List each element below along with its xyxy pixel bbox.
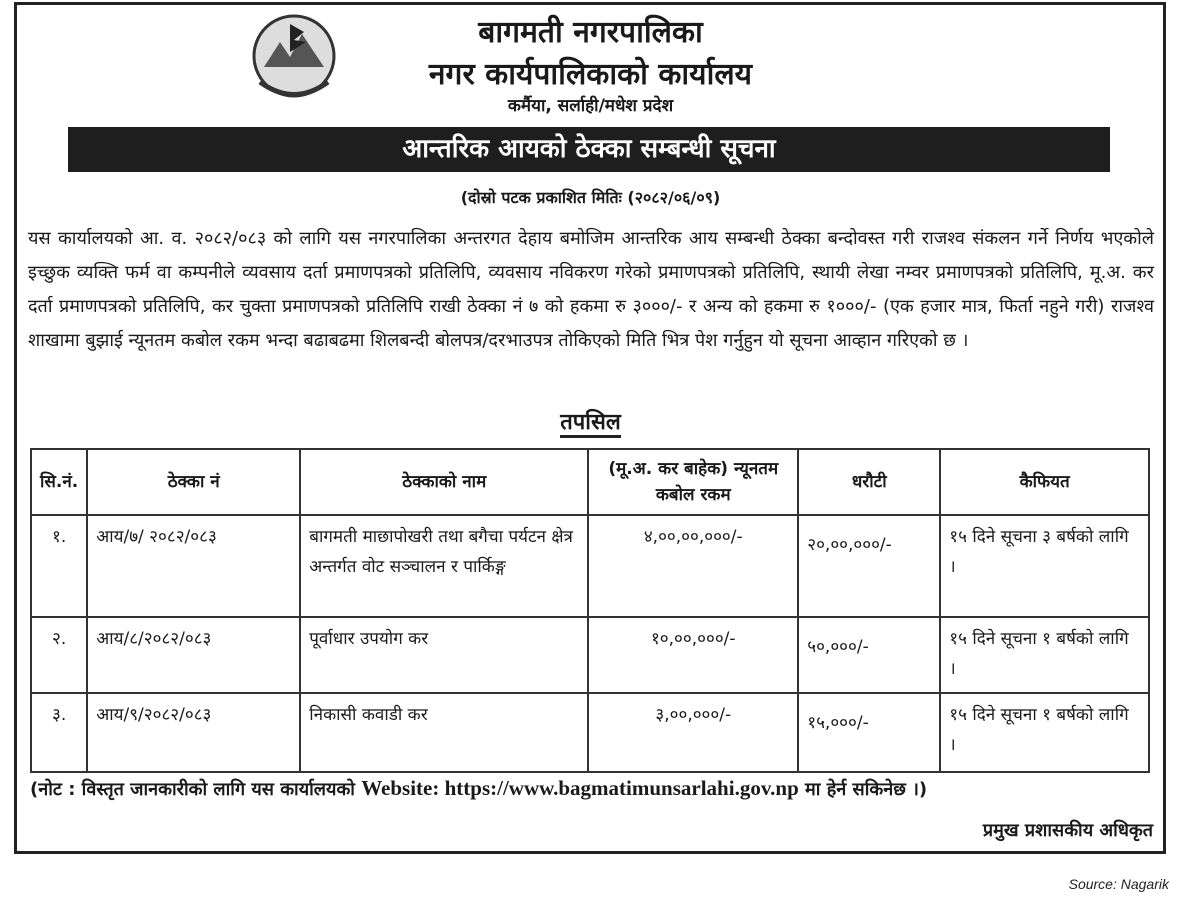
table-row	[31, 515, 1149, 617]
note-suffix: मा हेर्न सकिनेछ ।)	[798, 779, 928, 800]
cell-contract-name: निकासी कवाडी कर	[300, 693, 588, 772]
cell-sn: ३.	[31, 693, 87, 772]
cell-sn: २.	[31, 617, 87, 693]
col-header-sn: सि.नं.	[31, 449, 87, 515]
source-credit: Source: Nagarik	[1068, 876, 1169, 892]
note-prefix: (नोट : विस्तृत जानकारीको लागि यस कार्यालयको	[30, 779, 362, 800]
cell-remarks: १५ दिने सूचना १ बर्षको लागि ।	[940, 693, 1149, 772]
col-header-deposit: धरौटी	[798, 449, 940, 515]
col-header-contract-no: ठेक्का नं	[87, 449, 300, 515]
notice-body: यस कार्यालयको आ. व. २०८२/०८३ को लागि यस नगरपालिका अन्तरगत देहाय बमोजिम आन्तरिक आय सम्बन्धी ठेक्का बन्दोवस्त गरी राजश्व संकलन गर्ने निर्णय भएकोले इच्छुक व्यक्ति फर्म वा कम्पनीले व्यवसाय दर्ता प्रमाणपत्रको प्रतिलिपि, व्यवसाय नविकरण गरेको प्रमाणपत्रको प्रतिलिपि, स्थायी लेखा नम्वर प्रमाणपत्रको प्रतिलिपि, मू.अ. कर दर्ता प्रमाणपत्रको प्रतिलिपि, कर चुक्ता प्रमाणपत्रको प्रतिलिपि राखी ठेक्का नं ७ को हकमा रु ३०००/- र अन्य को हकमा रु १०००/- (एक हजार मात्र, फिर्ता नहुने गरी) राजश्व शाखामा बुझाई न्यूनतम कबोल रकम भन्दा बढाबढमा शिलबन्दी बोलपत्र/दरभाउपत्र तोकिएको मिति भित्र पेश गर्नुहुन यो सूचना आव्हान गरिएको छ ।	[28, 228, 1154, 351]
cell-contract-name: पूर्वाधार उपयोग कर	[300, 617, 588, 693]
cell-min-bid: ३,००,०००/-	[588, 693, 798, 772]
signatory: प्रमुख प्रशासकीय अधिकृत	[982, 820, 1153, 841]
office-name: नगर कार्यपालिकाको कार्यालय	[428, 57, 753, 92]
cell-contract-no: आय/७/ २०८२/०८३	[87, 515, 300, 617]
table-header-row	[31, 449, 1149, 515]
col-header-contract-name: ठेक्काको नाम	[300, 449, 588, 515]
website-link[interactable]: Website: https://www.bagmatimunsarlahi.gov.np	[361, 776, 799, 800]
publish-date: (दोस्रो पटक प्रकाशित मितिः (२०८२/०६/०९)	[460, 188, 721, 207]
col-header-min-bid: (मू.अ. कर बाहेक) न्यूनतम कबोल रकम	[588, 449, 798, 515]
cell-contract-name: बागमती माछापोखरी तथा बगैचा पर्यटन क्षेत्र अन्तर्गत वोट सञ्चालन र पार्किङ्ग	[300, 515, 588, 617]
cell-min-bid: ४,००,००,०००/-	[588, 515, 798, 617]
table-row	[31, 693, 1149, 772]
municipality-name: बागमती नगरपालिका	[478, 15, 703, 50]
cell-sn: १.	[31, 515, 87, 617]
note	[30, 776, 1160, 801]
cell-remarks: १५ दिने सूचना १ बर्षको लागि ।	[940, 617, 1149, 693]
office-address: कर्मैया, सर्लाही/मधेश प्रदेश	[507, 96, 674, 116]
col-header-remarks: कैफियत	[940, 449, 1149, 515]
notice-title: आन्तरिक आयको ठेक्का सम्बन्धी सूचना	[68, 127, 1110, 172]
cell-deposit: १५,०००/-	[798, 693, 940, 772]
cell-contract-no: आय/८/२०८२/०८३	[87, 617, 300, 693]
cell-min-bid: १०,००,०००/-	[588, 617, 798, 693]
cell-remarks: १५ दिने सूचना ३ बर्षको लागि ।	[940, 515, 1149, 617]
table-row	[31, 617, 1149, 693]
schedule-heading: तपसिल	[560, 410, 621, 438]
cell-deposit: २०,००,०००/-	[798, 515, 940, 617]
cell-deposit: ५०,०००/-	[798, 617, 940, 693]
contract-table	[30, 448, 1150, 773]
cell-contract-no: आय/९/२०८२/०८३	[87, 693, 300, 772]
